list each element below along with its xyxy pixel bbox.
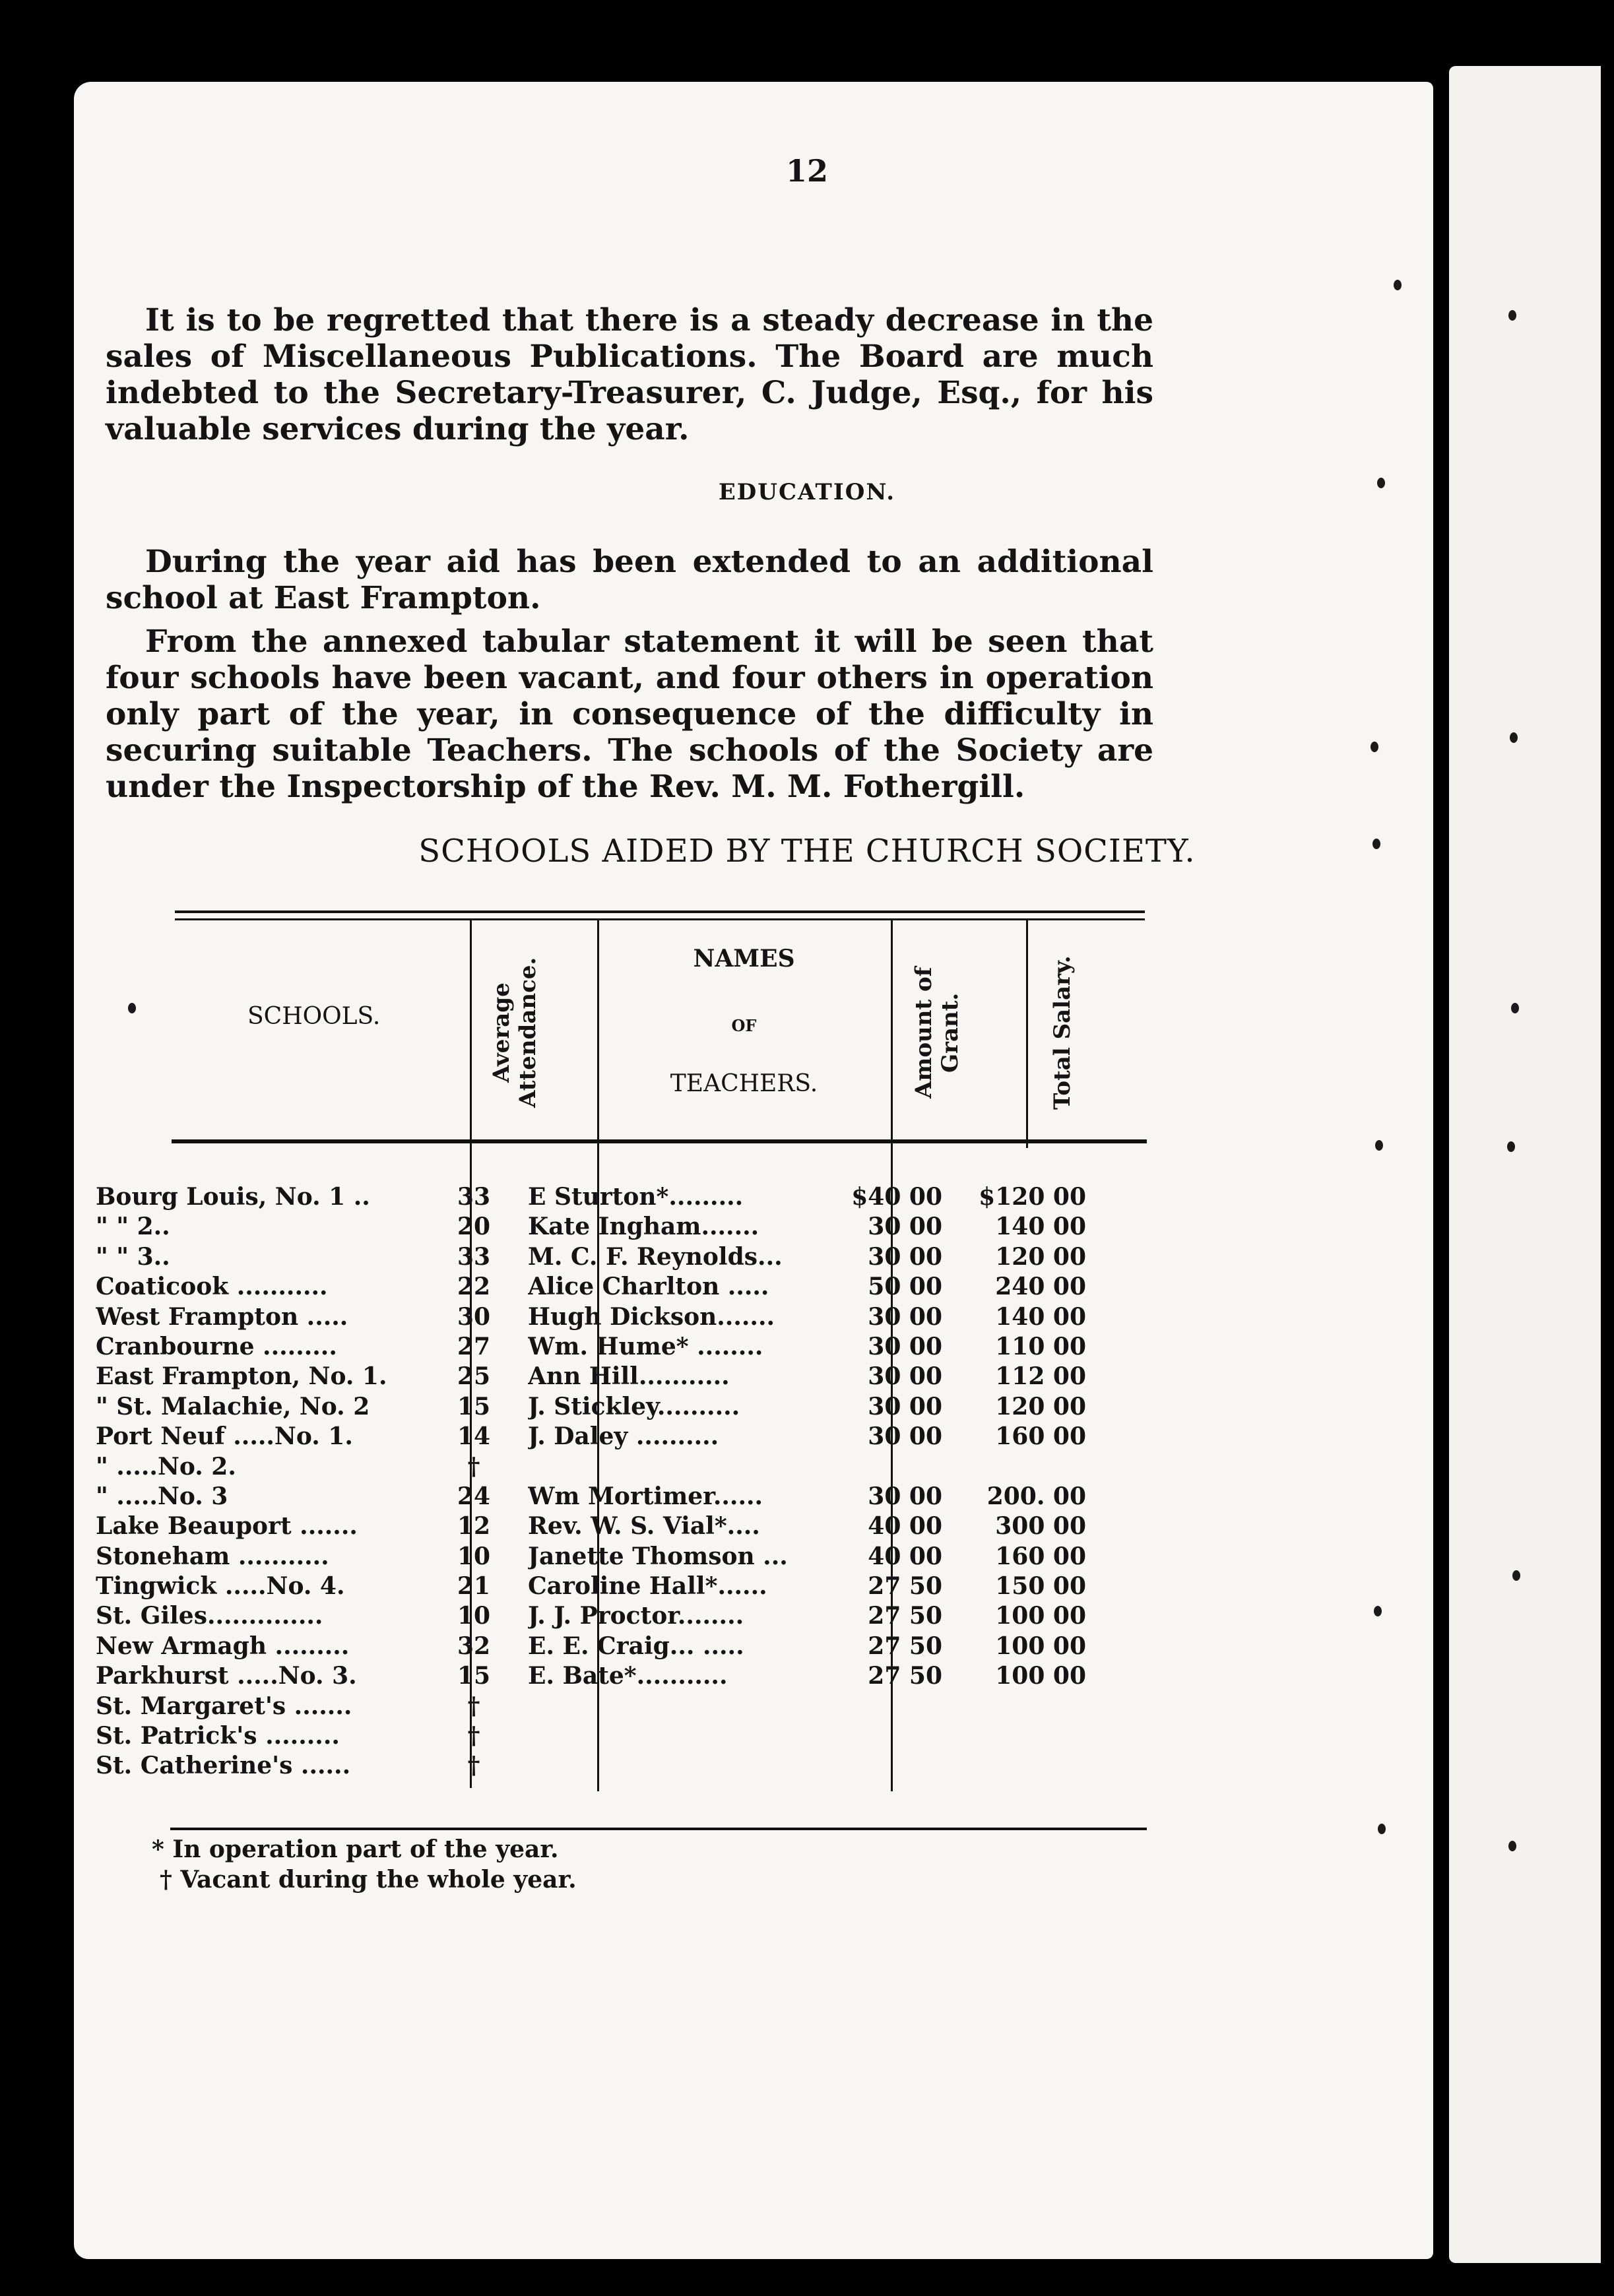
cell-attendance: †	[467, 1722, 480, 1750]
cell-salary: 100 00	[995, 1662, 1086, 1690]
cell-attendance: 25	[457, 1362, 491, 1391]
footnotes	[152, 1834, 577, 1895]
table-row	[0, 1242, 1614, 1272]
cell-teacher: Rev. W. S. Vial*....	[528, 1512, 760, 1541]
table-row	[0, 1572, 1614, 1601]
cell-grant: 27 50	[868, 1662, 942, 1690]
table-top-rule	[175, 910, 1145, 913]
table-row	[0, 1212, 1614, 1242]
header-names: NAMES	[693, 945, 795, 973]
cell-teacher: E. Bate*...........	[528, 1662, 728, 1690]
cell-attendance: 15	[457, 1662, 491, 1690]
cell-salary: 150 00	[995, 1572, 1086, 1601]
cell-school: " " 2..	[96, 1213, 170, 1241]
paragraph-text: From the annexed tabular statement it will be seen that four schools have been vacant, and four others in operation only part of the year, in consequence of the difficulty in securing suitable Teachers. The schools of the Society are under the Inspectorship of the Rev. M. M. Fothergill.	[106, 623, 1153, 805]
page-number: 12	[785, 153, 828, 189]
cell-grant: 30 00	[868, 1302, 942, 1331]
cell-school: St. Margaret's .......	[96, 1692, 352, 1720]
cell-teacher: E. E. Craig... .....	[528, 1632, 744, 1660]
table-row	[0, 1482, 1614, 1512]
cell-teacher: J. Daley ..........	[528, 1422, 719, 1451]
column-divider	[1026, 920, 1028, 1148]
table-row	[0, 1721, 1614, 1751]
table-row	[0, 1302, 1614, 1332]
paragraph-east-frampton	[106, 544, 1153, 616]
table-row	[0, 1452, 1614, 1482]
ink-speck	[1371, 742, 1378, 752]
table-bottom-rule	[170, 1828, 1147, 1830]
cell-school: Tingwick .....No. 4.	[96, 1572, 345, 1601]
cell-school: New Armagh .........	[96, 1632, 350, 1660]
cell-grant: $40 00	[851, 1183, 942, 1211]
cell-salary: 200. 00	[986, 1482, 1086, 1510]
cell-attendance: 14	[457, 1422, 491, 1451]
cell-grant: 30 00	[868, 1213, 942, 1241]
header-teachers: TEACHERS.	[670, 1070, 818, 1097]
cell-grant: 30 00	[868, 1242, 942, 1271]
cell-grant: 30 00	[868, 1422, 942, 1451]
paragraph-text: During the year aid has been extended to an additional school at East Frampton.	[106, 544, 1153, 616]
header-bottom-rule	[172, 1139, 1147, 1143]
cell-salary: 110 00	[995, 1332, 1086, 1360]
footnote-dagger: † Vacant during the whole year.	[160, 1866, 577, 1894]
cell-salary: 100 00	[995, 1632, 1086, 1660]
header-salary: Total Salary.	[1049, 955, 1076, 1110]
cell-attendance: 10	[457, 1542, 491, 1570]
ink-speck	[1508, 1841, 1516, 1851]
cell-teacher: Kate Ingham.......	[528, 1213, 759, 1241]
cell-teacher: Ann Hill...........	[528, 1362, 730, 1391]
ink-speck	[1394, 280, 1402, 290]
cell-school: " .....No. 3	[96, 1482, 228, 1510]
cell-teacher: Wm. Hume* ........	[528, 1332, 763, 1360]
cell-salary: 160 00	[995, 1422, 1086, 1451]
header-attendance: Average Attendance.	[488, 957, 541, 1108]
table-row	[0, 1751, 1614, 1781]
table-row	[0, 1512, 1614, 1541]
cell-grant: 27 50	[868, 1602, 942, 1630]
cell-grant: 27 50	[868, 1572, 942, 1601]
ink-speck	[1507, 1141, 1515, 1152]
cell-teacher: E Sturton*.........	[528, 1183, 744, 1211]
cell-school: West Frampton .....	[96, 1302, 348, 1331]
table-row	[0, 1272, 1614, 1302]
cell-school: Port Neuf .....No. 1.	[96, 1422, 353, 1451]
cell-attendance: 22	[457, 1273, 491, 1301]
cell-grant: 27 50	[868, 1632, 942, 1660]
ink-speck	[1511, 1003, 1519, 1013]
table-row	[0, 1692, 1614, 1721]
cell-teacher: Alice Charlton .....	[528, 1273, 769, 1301]
cell-grant: 50 00	[868, 1273, 942, 1301]
cell-salary: 112 00	[995, 1362, 1086, 1391]
cell-school: Stoneham ...........	[96, 1542, 329, 1570]
table-row	[0, 1362, 1614, 1391]
cell-attendance: 27	[457, 1332, 491, 1360]
cell-school: " " 3..	[96, 1242, 170, 1271]
cell-attendance: 33	[457, 1242, 491, 1271]
table-body	[0, 1182, 1614, 1781]
table-row	[0, 1661, 1614, 1691]
cell-school: " St. Malachie, No. 2	[96, 1392, 370, 1420]
cell-school: St. Catherine's ......	[96, 1752, 351, 1780]
cell-attendance: †	[467, 1452, 480, 1481]
cell-attendance: 30	[457, 1302, 491, 1331]
cell-teacher: J. Stickley..........	[528, 1392, 740, 1420]
cell-salary: 140 00	[995, 1302, 1086, 1331]
education-heading: EDUCATION.	[718, 479, 896, 505]
cell-school: Lake Beauport .......	[96, 1512, 358, 1541]
cell-attendance: 12	[457, 1512, 491, 1541]
header-grant: Amount of Grant.	[911, 967, 963, 1099]
cell-school: " .....No. 2.	[96, 1452, 236, 1481]
cell-attendance: 33	[457, 1183, 491, 1211]
cell-attendance: †	[467, 1752, 480, 1780]
cell-salary: 120 00	[995, 1242, 1086, 1271]
cell-teacher: M. C. F. Reynolds...	[528, 1242, 783, 1271]
cell-salary: 120 00	[995, 1392, 1086, 1420]
cell-grant: 30 00	[868, 1362, 942, 1391]
cell-grant: 30 00	[868, 1392, 942, 1420]
table-row	[0, 1422, 1614, 1451]
cell-school: St. Giles..............	[96, 1602, 323, 1630]
cell-attendance: 21	[457, 1572, 491, 1601]
paragraph-text: It is to be regretted that there is a steady decrease in the sales of Miscellaneous Publications. The Board are much indebted to the Secretary-Treasurer, C. Judge, Esq., for his valuable services during the year.	[106, 302, 1153, 447]
cell-salary: 240 00	[995, 1273, 1086, 1301]
cell-salary: 100 00	[995, 1602, 1086, 1630]
cell-attendance: †	[467, 1692, 480, 1720]
footnote-asterisk: * In operation part of the year.	[152, 1835, 559, 1863]
cell-teacher: Wm Mortimer......	[528, 1482, 763, 1510]
cell-school: Parkhurst .....No. 3.	[96, 1662, 357, 1690]
table-top-rule	[175, 918, 1145, 920]
cell-school: Coaticook ...........	[96, 1273, 328, 1301]
table-row	[0, 1332, 1614, 1362]
paragraph-publications	[106, 302, 1153, 447]
paragraph-tabular-statement	[106, 623, 1153, 805]
table-row	[0, 1182, 1614, 1212]
cell-attendance: 24	[457, 1482, 491, 1510]
cell-attendance: 20	[457, 1213, 491, 1241]
table-row	[0, 1632, 1614, 1661]
cell-teacher: Janette Thomson ...	[528, 1542, 788, 1570]
header-schools: SCHOOLS.	[247, 1003, 381, 1030]
cell-teacher: Caroline Hall*......	[528, 1572, 767, 1601]
ink-speck	[1378, 1824, 1386, 1834]
table-row	[0, 1601, 1614, 1631]
cell-school: Cranbourne .........	[96, 1332, 337, 1360]
cell-attendance: 15	[457, 1392, 491, 1420]
cell-salary: 140 00	[995, 1213, 1086, 1241]
cell-school: St. Patrick's .........	[96, 1722, 340, 1750]
table-row	[0, 1542, 1614, 1572]
table-title: SCHOOLS AIDED BY THE CHURCH SOCIETY.	[418, 833, 1196, 870]
cell-grant: 40 00	[868, 1542, 942, 1570]
cell-school: East Frampton, No. 1.	[96, 1362, 387, 1391]
cell-salary: 300 00	[995, 1512, 1086, 1541]
cell-attendance: 10	[457, 1602, 491, 1630]
cell-school: Bourg Louis, No. 1 ..	[96, 1183, 370, 1211]
cell-teacher: Hugh Dickson.......	[528, 1302, 775, 1331]
ink-speck	[1508, 310, 1516, 321]
cell-grant: 40 00	[868, 1512, 942, 1541]
header-of: OF	[731, 1016, 757, 1035]
ink-speck	[1375, 1140, 1383, 1151]
ink-speck	[128, 1003, 136, 1013]
cell-salary: $120 00	[979, 1183, 1086, 1211]
table-row	[0, 1392, 1614, 1422]
adjacent-page-edge	[1449, 66, 1601, 2263]
cell-salary: 160 00	[995, 1542, 1086, 1570]
ink-speck	[1510, 732, 1518, 743]
cell-grant: 30 00	[868, 1482, 942, 1510]
cell-teacher: J. J. Proctor........	[528, 1602, 744, 1630]
cell-grant: 30 00	[868, 1332, 942, 1360]
cell-attendance: 32	[457, 1632, 491, 1660]
